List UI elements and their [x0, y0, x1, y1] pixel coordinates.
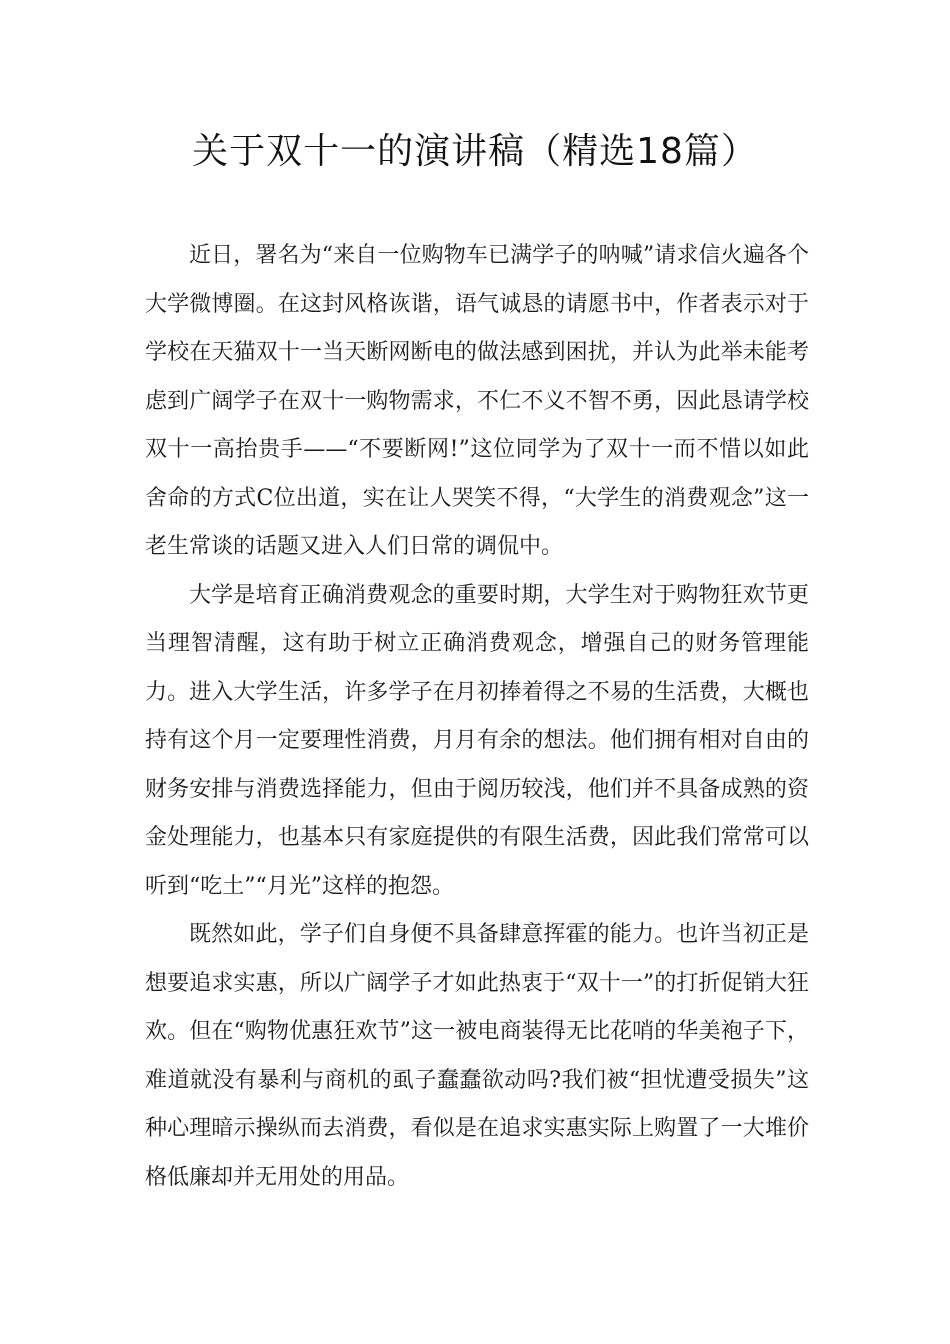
paragraph-3: 既然如此，学子们自身便不具备肆意挥霍的能力。也许当初正是想要追求实惠，所以广阔学子才如此热衷于“双十一”的打折促销大狂欢。但在“购物优惠狂欢节”这一被电商装得无比花哨的华美袍子下，难道就没有暴利与商机的虱子蠢蠢欲动吗?我们被“担忧遭受损失”这种心理暗示操纵而去消费，看似是在追求实惠实际上购置了一大堆价格低廉却并无用处的用品。 — [145, 922, 809, 1190]
paragraph-1: 近日，署名为“来自一位购物车已满学子的呐喊”请求信火遍各个大学微博圈。在这封风格诙谐，语气诚恳的请愿书中，作者表示对于学校在天猫双十一当天断网断电的做法感到困扰，并认为此举未能考虑到广阔学子在双十一购物需求，不仁不义不智不勇，因此恳请学校双十一高抬贵手——“不要断网!”这位同学为了双十一而不惜以如此舍命的方式C位出道，实在让人哭笑不得，“大学生的消费观念”这一老生常谈的话题又进入人们日常的调侃中。 — [145, 243, 809, 559]
document-body — [145, 232, 809, 1202]
paragraph-2: 大学是培育正确消费观念的重要时期，大学生对于购物狂欢节更当理智清醒，这有助于树立正确消费观念，增强自己的财务管理能力。进入大学生活，许多学子在月初捧着得之不易的生活费，大概也持有这个月一定要理性消费，月月有余的想法。他们拥有相对自由的财务安排与消费选择能力，但由于阅历较浅，他们并不具备成熟的资金处理能力，也基本只有家庭提供的有限生活费，因此我们常常可以听到“吃土”“月光”这样的抱怨。 — [145, 582, 809, 899]
document-title: 关于双十一的演讲稿（精选18篇） — [192, 131, 758, 172]
